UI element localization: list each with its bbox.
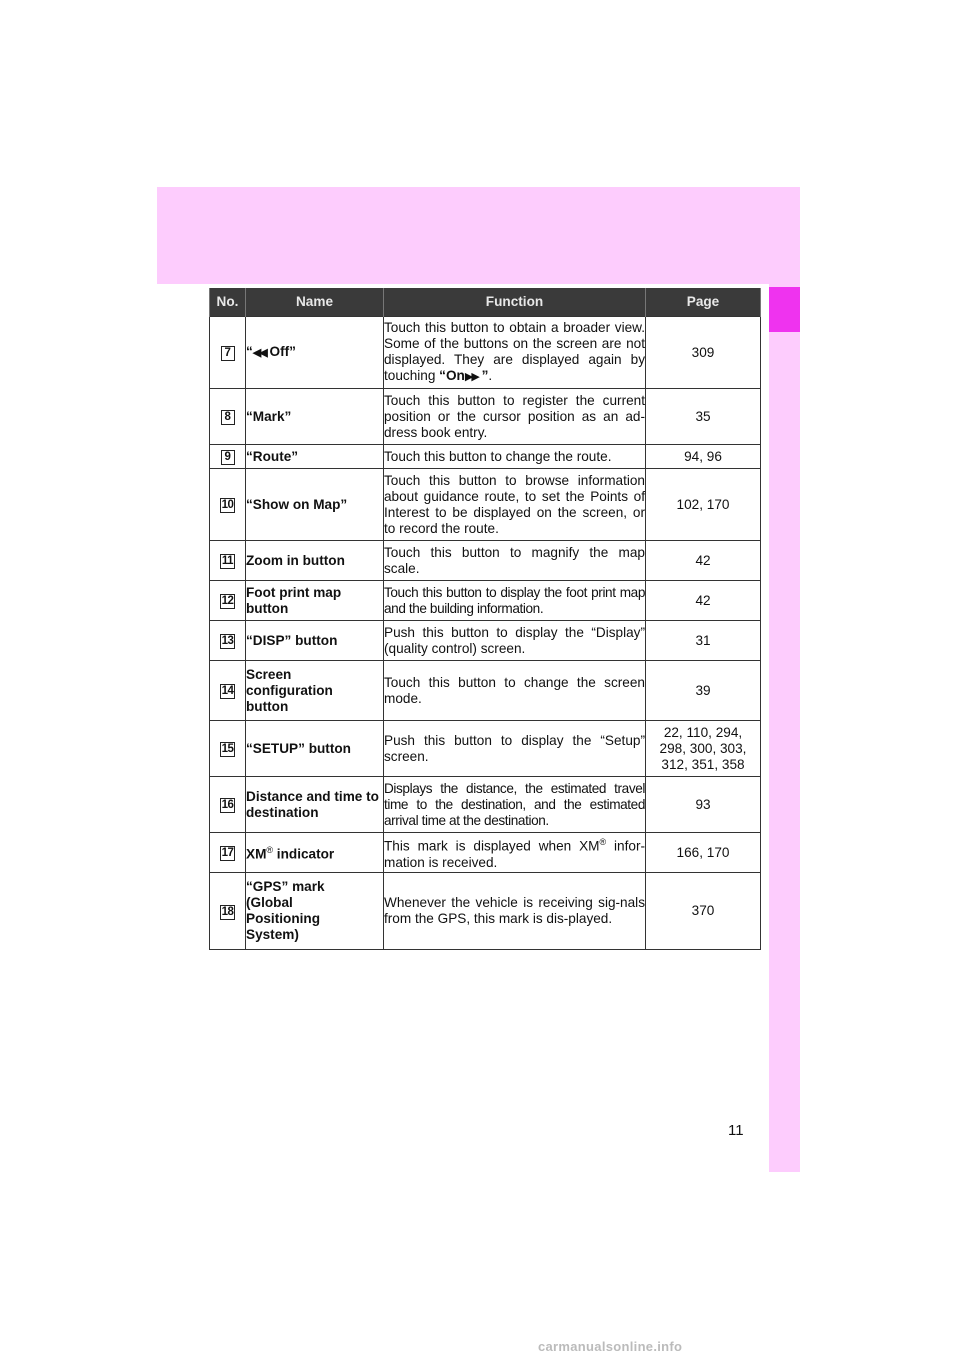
table-header-row — [210, 288, 761, 317]
table-row — [210, 873, 761, 950]
item-page: 42 — [646, 541, 761, 581]
watermark-text: carmanualsonline.info — [538, 1339, 683, 1354]
item-page: 42 — [646, 581, 761, 621]
item-name: Distance and time to destination — [246, 777, 384, 833]
header-no: No. — [210, 288, 246, 317]
item-function: Touch this button to change the route. — [384, 445, 646, 469]
item-name: Off” — [269, 344, 296, 359]
section-tab-marker — [769, 287, 800, 332]
item-function: Touch this button to browse information about guidance route, to set the Points of Interest to be displayed on the screen, or to record the route. — [384, 469, 646, 541]
table-row — [210, 661, 761, 721]
table-row — [210, 721, 761, 777]
item-page: 94, 96 — [646, 445, 761, 469]
item-name-quote: “ — [246, 344, 253, 359]
item-name-prefix: XM — [246, 846, 267, 862]
header-page: Page — [646, 288, 761, 317]
item-name: “Route” — [246, 445, 384, 469]
table-row — [210, 445, 761, 469]
item-name: indicator — [273, 846, 335, 862]
item-name: “GPS” mark (Global Positioning System) — [246, 873, 384, 950]
table-row — [210, 389, 761, 445]
item-number-badge: 8 — [221, 410, 235, 425]
item-number-badge: 12 — [221, 595, 234, 607]
item-number-badge: 9 — [221, 450, 235, 465]
table-row — [210, 541, 761, 581]
item-function: Touch this button to magnify the map scale. — [384, 541, 646, 581]
item-function: Push this button to display the “Display” (quality control) screen. — [384, 621, 646, 661]
registered-mark: ® — [599, 837, 607, 848]
table-row — [210, 317, 761, 389]
item-function-prefix: This mark is displayed when XM — [384, 838, 600, 854]
side-color-strip — [769, 187, 800, 1172]
item-page: 309 — [646, 317, 761, 389]
item-name: Screen configuration button — [246, 661, 384, 721]
item-number-badge: 16 — [221, 799, 234, 811]
item-page: 93 — [646, 777, 761, 833]
item-page: 22, 110, 294, 298, 300, 303, 312, 351, 358 — [646, 721, 761, 777]
item-name: “DISP” button — [246, 621, 384, 661]
screen-items-table — [209, 288, 761, 950]
table-row — [210, 581, 761, 621]
table-row — [210, 469, 761, 541]
item-number-badge: 10 — [221, 499, 234, 511]
double-left-triangle-icon: ◀◀ — [252, 347, 266, 359]
header-name: Name — [246, 288, 384, 317]
header-function: Function — [384, 288, 646, 317]
item-number-badge: 14 — [221, 685, 234, 697]
item-function: Touch this button to obtain a broader view. Some of the buttons on the screen are not displayed. They are displayed again by touching — [384, 320, 645, 383]
item-number-badge: 13 — [221, 635, 234, 647]
table-row — [210, 833, 761, 873]
item-page: 39 — [646, 661, 761, 721]
item-function: Push this button to display the “Setup” screen. — [384, 721, 646, 777]
item-name: “Show on Map” — [246, 469, 384, 541]
item-number-badge: 15 — [221, 743, 234, 755]
on-button-label: “On — [439, 368, 465, 383]
item-number-badge: 18 — [221, 905, 234, 918]
item-function: infor-mation is received. — [384, 838, 646, 870]
item-number-badge: 17 — [221, 847, 234, 859]
double-right-triangle-icon: ▶▶ — [464, 371, 478, 383]
item-name: Zoom in button — [246, 541, 384, 581]
table-row — [210, 777, 761, 833]
item-page: 166, 170 — [646, 833, 761, 873]
item-function: Touch this button to register the current position or the cursor position as an ad-dress book entry. — [384, 389, 646, 445]
registered-mark: ® — [266, 845, 274, 856]
item-number-badge: 7 — [221, 346, 235, 361]
item-function-end: . — [488, 368, 493, 383]
item-page: 35 — [646, 389, 761, 445]
item-name: “Mark” — [246, 389, 384, 445]
on-button-label-end: ” — [481, 368, 489, 383]
item-page: 370 — [646, 873, 761, 950]
item-number-badge: 11 — [221, 555, 234, 567]
item-function: Whenever the vehicle is receiving sig-nals from the GPS, this mark is dis-played. — [384, 873, 646, 950]
item-name: Foot print map button — [246, 581, 384, 621]
header-color-band — [157, 187, 800, 284]
page-number: 11 — [728, 1122, 744, 1139]
item-function: Touch this button to display the foot print map and the building information. — [384, 581, 646, 621]
item-function: Touch this button to change the screen mode. — [384, 661, 646, 721]
item-page: 102, 170 — [646, 469, 761, 541]
item-page: 31 — [646, 621, 761, 661]
table-row — [210, 621, 761, 661]
item-name: “SETUP” button — [246, 721, 384, 777]
item-function: Displays the distance, the estimated travel time to the destination, and the estimated arrival time at the destination. — [384, 777, 646, 833]
